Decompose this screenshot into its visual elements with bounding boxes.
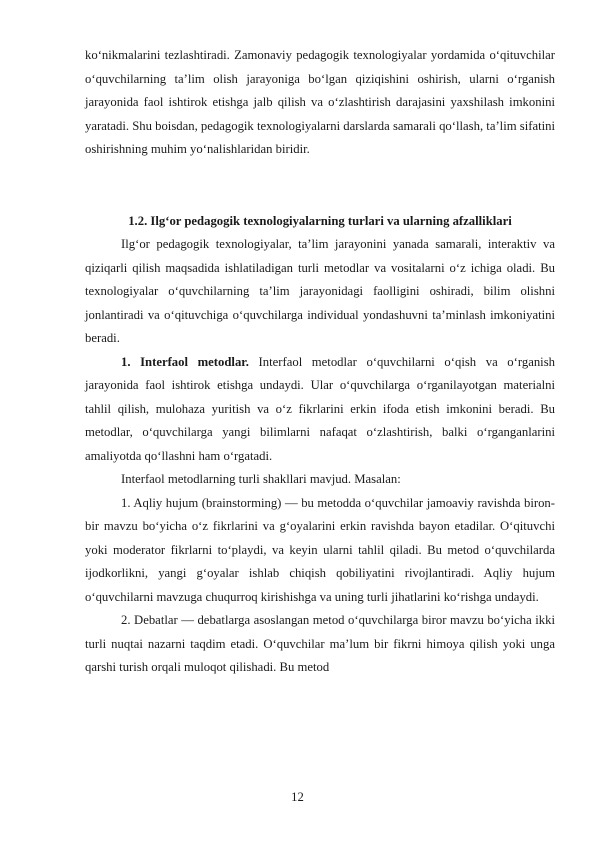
intro-paragraph: ko‘nikmalarini tezlashtiradi. Zamonaviy pedagogik texnologiyalar yordamida o‘qituvchilar o‘quvchilarning ta’lim olish jarayoniga bo‘lgan qiziqishini oshirish, ularni o‘rganish jarayonida faol ishtirok etishga jalb qilish va o‘zlashtirish darajasini yaxshilash imkonini yaratadi. Shu boisdan, pedagogik texnologiyalarni darslarda samarali qo‘llash, ta’lim sifatini oshirishning muhim yo‘nalishlaridan biridir. (85, 48, 556, 156)
paragraph-spacer (85, 162, 555, 210)
interactive-methods-paragraph (85, 351, 555, 469)
section-heading: 1.2. Ilg‘or pedagogik texnologiyalarning turlari va ularning afzalliklari (128, 213, 512, 228)
interactive-methods-text: Interfaol metodlar o‘quvchilarni o‘qish va o‘rganish jarayonida faol ishtirok etishga undaydi. Ular o‘quvchilarga o‘rganilayotgan materialni tahlil qilish, mulohaza yuritish va o‘z fikrlarini erkin ifoda etish imkonini beradi. Bu metodlar, o‘quvchilarga yangi bilimlarni nafaqat o‘zlashtirish, balki o‘rganganlarini amaliyotda qo‘llashni ham o‘rgatadi. (85, 354, 555, 463)
brainstorming-paragraph: 1. Aqliy hujum (brainstorming) — bu metodda o‘quvchilar jamoaviy ravishda biron-bir mavzu bo‘yicha o‘z fikrlarini va g‘oyalarini erkin ravishda bayon etadilar. O‘qituvchi yoki moderator fikrlarni to‘playdi, va keyin ularni tahlil qiladi. Bu metod o‘quvchilarda ijodkorlikni, yangi g‘oyalar ishlab chiqish qobiliyatini rivojlantiradi. Aqliy hujum o‘quvchilarni mavzuga chuqurroq kirishishga va uning turli jihatlarini ko‘rishga undaydi. (85, 495, 555, 604)
section-intro-paragraph: Ilg‘or pedagogik texnologiyalar, ta’lim jarayonini yanada samarali, interaktiv va qiziqarli qilish maqsadida ishlatiladigan turli metodlar va vositalarni o‘z ichiga oladi. Bu texnologiyalar o‘quvchilarning ta’lim jarayonidagi faolligini oshiradi, bilim olishni jonlantiradi va o‘qituvchiga o‘quvchilarga individual yondashuvni ta’minlash imkoniyatini beradi. (85, 237, 555, 345)
page-body (85, 44, 555, 680)
interactive-methods-label: 1. Interfaol metodlar. (121, 354, 249, 369)
forms-intro-paragraph: Interfaol metodlarning turli shakllari mavjud. Masalan: (121, 472, 401, 486)
page-number: 12 (291, 790, 304, 804)
debates-paragraph: 2. Debatlar — debatlarga asoslangan metod o‘quvchilarga biror mavzu bo‘yicha ikki turli nuqtai nazarni taqdim etadi. O‘quvchilar ma’lum bir fikrni himoya qilish yoki unga qarshi turish orqali muloqot qilishadi. Bu metod (85, 613, 555, 674)
